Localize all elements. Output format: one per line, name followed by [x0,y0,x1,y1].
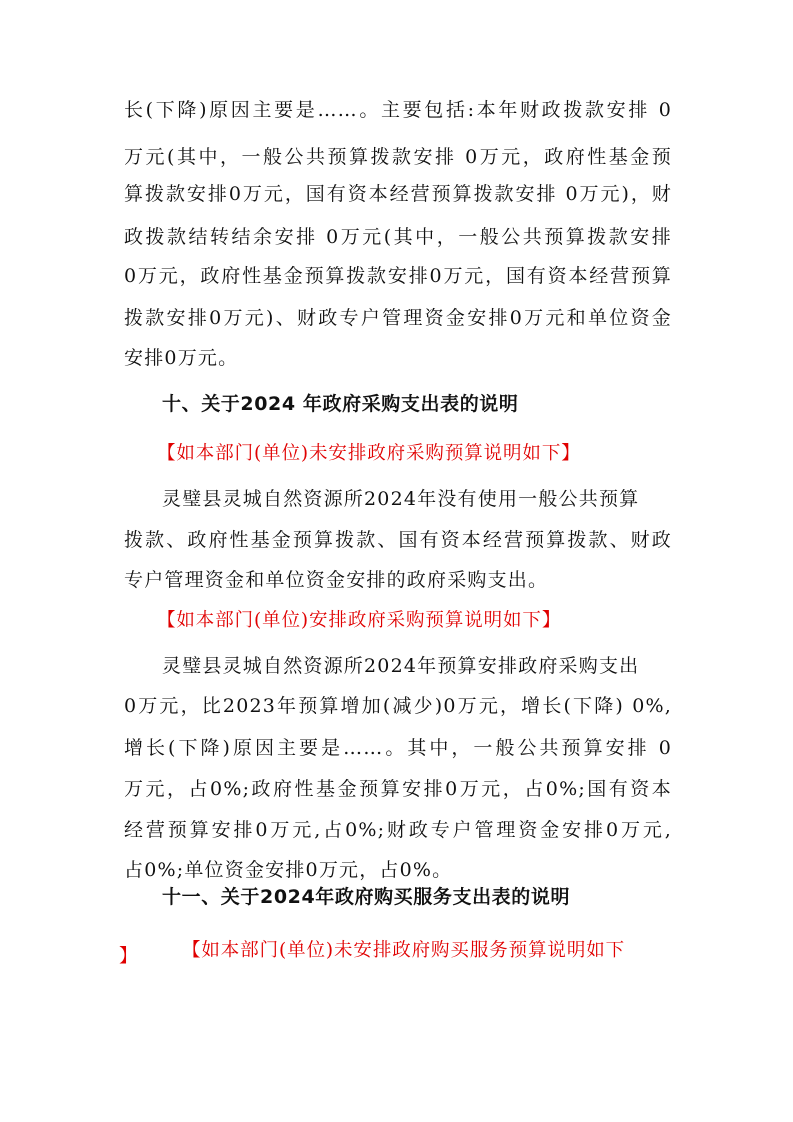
section-11-heading: 十一、关于2024年政府购买服务支出表的说明 [162,886,571,908]
red-note-no-service-purchase-line-1: 【如本部门(单位)未安排政府购买服务预算说明如下 [182,940,626,961]
paragraph-3-line-2: 0万元，比2023年预算增加(减少)0万元，增长(下降) 0%, [124,695,672,717]
paragraph-1-line-1: 长(下降)原因主要是……。主要包括:本年财政拨款安排 0 [124,99,672,121]
paragraph-3-line-1: 灵璧县灵城自然资源所2024年预算安排政府采购支出 [162,655,640,677]
paragraph-2-line-1: 灵璧县灵城自然资源所2024年没有使用一般公共预算 [162,488,640,510]
paragraph-1-line-5: 0万元，政府性基金预算拨款安排0万元，国有资本经营预算 [124,265,672,287]
paragraph-1-line-3: 算拨款安排0万元，国有资本经营预算拨款安排 0万元)，财 [124,183,672,205]
paragraph-1-line-7: 安排0万元。 [124,347,239,369]
red-note-no-service-purchase-line-2: 】 [119,946,139,967]
paragraph-1-line-4: 政拨款结转结余安排 0万元(其中，一般公共预算拨款安排 [124,226,672,248]
red-note-with-procurement: 【如本部门(单位)安排政府采购预算说明如下】 [157,610,562,631]
paragraph-3-line-5: 经营预算安排0万元,占0%;财政专户管理资金安排0万元, [124,819,672,841]
section-10-heading: 十、关于2024 年政府采购支出表的说明 [162,393,519,415]
paragraph-1-line-2: 万元(其中，一般公共预算拨款安排 0万元，政府性基金预 [124,146,672,168]
red-note-no-procurement: 【如本部门(单位)未安排政府采购预算说明如下】 [157,443,581,464]
paragraph-3-line-4: 万元，占0%;政府性基金预算安排0万元，占0%;国有资本 [124,778,672,800]
paragraph-1-line-6: 拨款安排0万元)、财政专户管理资金安排0万元和单位资金 [124,307,672,329]
paragraph-2-line-2: 拨款、政府性基金预算拨款、国有资本经营预算拨款、财政 [124,529,672,551]
paragraph-3-line-6: 占0%;单位资金安排0万元，占0%。 [124,859,453,881]
paragraph-3-line-3: 增长(下降)原因主要是……。其中，一般公共预算安排 0 [124,737,672,759]
paragraph-2-line-3: 专户管理资金和单位资金安排的政府采购支出。 [124,569,549,591]
